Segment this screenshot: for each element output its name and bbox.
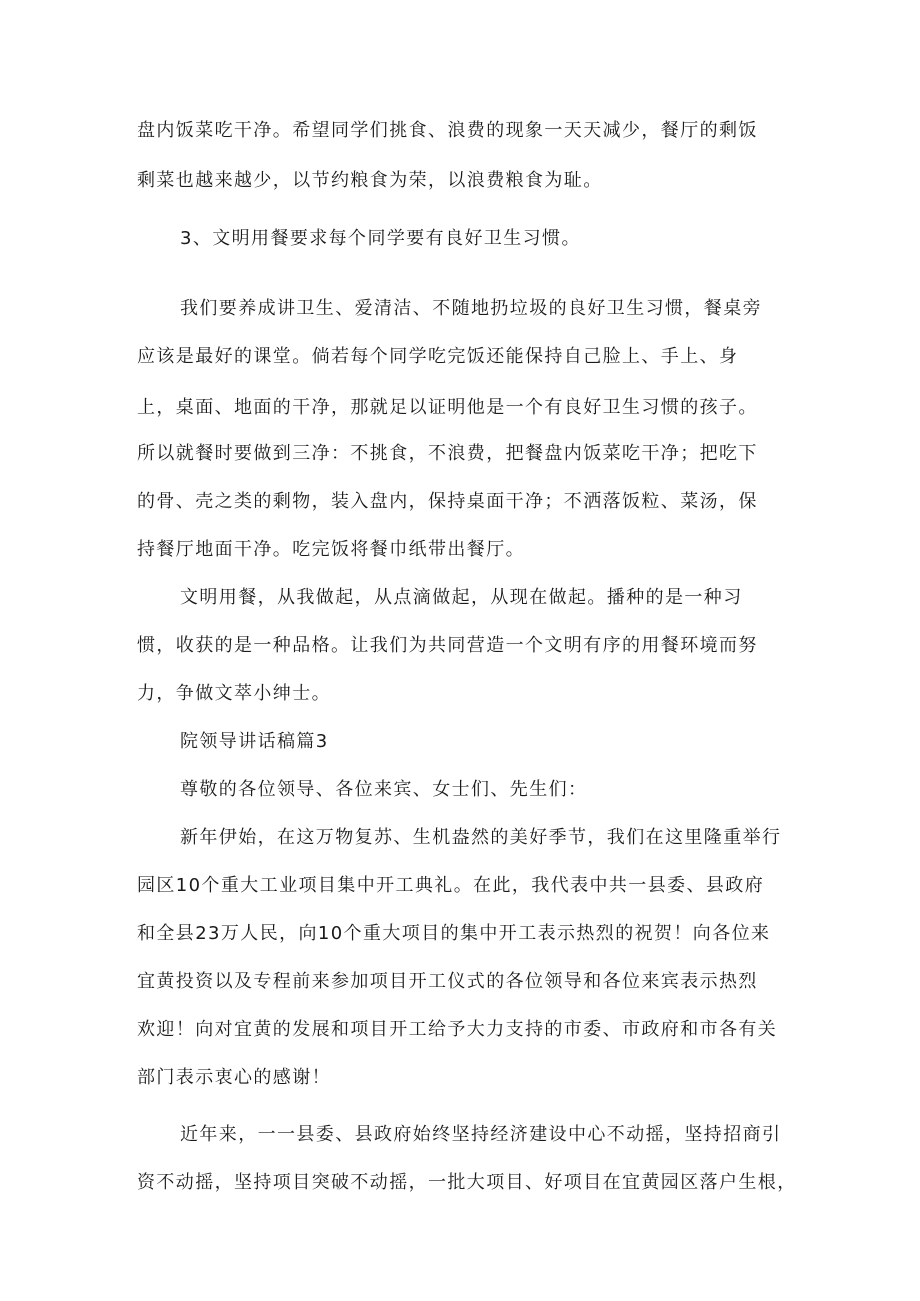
article-title: 院领导讲话稿篇3 [180, 731, 329, 752]
paragraph-line: 欢迎！向对宜黄的发展和项目开工给予大力支持的市委、市政府和市各有关 [137, 1019, 778, 1040]
paragraph-line: 我们要养成讲卫生、爱清洁、不随地扔垃圾的良好卫生习惯，餐桌旁 [180, 298, 762, 319]
paragraph-line: 盘内饭菜吃干净。希望同学们挑食、浪费的现象一天天减少，餐厅的剩饭 [137, 120, 758, 141]
salutation: 尊敬的各位领导、各位来宾、女士们、先生们： [180, 779, 588, 800]
paragraph-line: 宜黄投资以及专程前来参加项目开工仪式的各位领导和各位来宾表示热烈 [137, 971, 758, 992]
paragraph-line: 文明用餐，从我做起，从点滴做起，从现在做起。播种的是一种习 [180, 587, 743, 608]
paragraph-line: 新年伊始，在这万物复苏、生机盎然的美好季节，我们在这里隆重举行 [180, 827, 782, 848]
paragraph-line: 所以就餐时要做到三净：不挑食，不浪费，把餐盘内饭菜吃干净；把吃下 [137, 443, 758, 464]
paragraph-line: 上，桌面、地面的干净，那就足以证明他是一个有良好卫生习惯的孩子。 [137, 397, 758, 418]
paragraph-line: 资不动摇，坚持项目突破不动摇，一批大项目、好项目在宜黄园区落户生根， [137, 1172, 797, 1193]
paragraph-line: 惯，收获的是一种品格。让我们为共同营造一个文明有序的用餐环境而努 [137, 635, 758, 656]
paragraph-line: 持餐厅地面干净。吃完饭将餐巾纸带出餐厅。 [137, 539, 525, 560]
paragraph-line: 力，争做文萃小绅士。 [137, 683, 331, 704]
paragraph-line: 的骨、壳之类的剩物，装入盘内，保持桌面干净；不洒落饭粒、菜汤，保 [137, 491, 758, 512]
paragraph-line: 园区10个重大工业项目集中开工典礼。在此，我代表中共一县委、县政府 [137, 875, 765, 896]
paragraph-line: 部门表示衷心的感谢！ [137, 1067, 331, 1088]
paragraph-line: 近年来，一一县委、县政府始终坚持经济建设中心不动摇，坚持招商引 [180, 1124, 782, 1145]
section-heading: 3、文明用餐要求每个同学要有良好卫生习惯。 [180, 228, 581, 249]
paragraph-line: 和全县23万人民，向10个重大项目的集中开工表示热烈的祝贺！向各位来 [137, 923, 771, 944]
paragraph-line: 应该是最好的课堂。倘若每个同学吃完饭还能保持自己脸上、手上、身 [137, 346, 739, 367]
paragraph-line: 剩菜也越来越少，以节约粮食为荣，以浪费粮食为耻。 [137, 170, 603, 191]
